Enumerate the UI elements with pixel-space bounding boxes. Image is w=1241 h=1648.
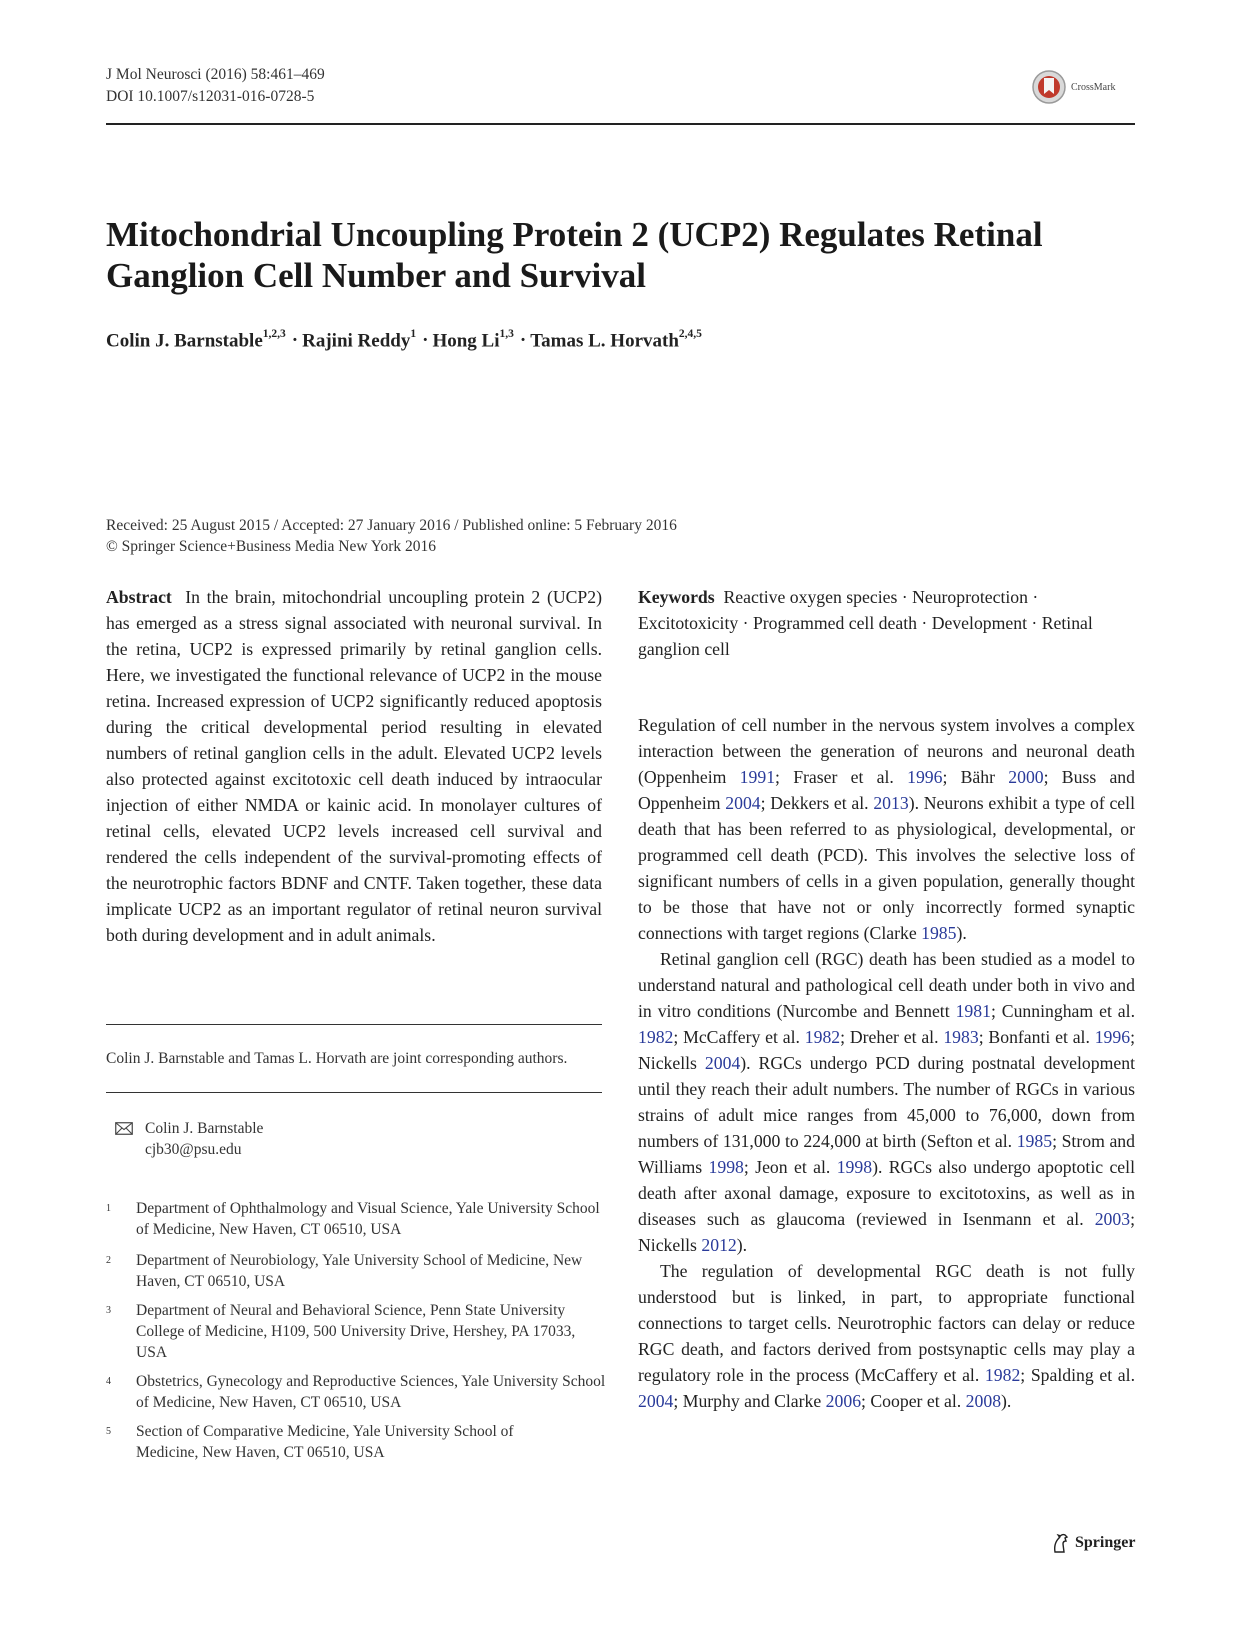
reference-link[interactable]: 1998 bbox=[836, 1157, 873, 1177]
affiliation-number: 1 bbox=[106, 1203, 111, 1214]
body-text-run: ; Fraser et al. bbox=[775, 767, 908, 787]
reference-link[interactable]: 1982 bbox=[804, 1027, 841, 1047]
body-text-run: ; McCaffery et al. bbox=[673, 1027, 805, 1047]
note-rule-bottom bbox=[106, 1092, 602, 1093]
header-rule bbox=[106, 123, 1135, 125]
history-dates: Received: 25 August 2015 / Accepted: 27 January 2016 / Published online: 5 February 2016 bbox=[106, 517, 677, 534]
reference-link[interactable]: 1998 bbox=[708, 1157, 744, 1177]
contact-name: Colin J. Barnstable bbox=[145, 1120, 264, 1137]
crossmark-icon bbox=[1031, 69, 1067, 105]
affiliation-text: Department of Ophthalmology and Visual Science, Yale University School of Medicine, New Haven, CT 06510, USA bbox=[136, 1200, 600, 1238]
author-name[interactable]: Hong Li bbox=[432, 330, 500, 352]
crossmark-label: CrossMark bbox=[1071, 81, 1116, 93]
body-text bbox=[638, 712, 1135, 1414]
body-text-run: ; Nickells bbox=[638, 1209, 1135, 1255]
reference-link[interactable]: 1985 bbox=[1016, 1131, 1053, 1151]
contact-block bbox=[115, 1118, 263, 1160]
body-text-run: ). Neurons exhibit a type of cell death that has been referred to as physiological, developmental, or programmed cell death (PCD). This involves the selective loss of significant numbers of cells in a given population, generally thought to be those that have not or only incorrectly formed synaptic connections with target regions (Clarke bbox=[638, 793, 1135, 943]
author-separator: · bbox=[422, 330, 429, 352]
reference-link[interactable]: 2004 bbox=[704, 1053, 741, 1073]
reference-link[interactable]: 1982 bbox=[984, 1365, 1021, 1385]
body-text-run: ; Nickells bbox=[638, 1027, 1135, 1073]
affiliation-number: 4 bbox=[106, 1376, 111, 1387]
author-separator: · bbox=[291, 330, 299, 352]
journal-line: J Mol Neurosci (2016) 58:461–469 bbox=[106, 66, 325, 83]
reference-link[interactable]: 1996 bbox=[907, 767, 943, 787]
reference-link[interactable]: 1991 bbox=[739, 767, 776, 787]
author-affiliation-mark: 1,3 bbox=[499, 328, 514, 340]
affiliation bbox=[106, 1371, 606, 1413]
affiliation bbox=[106, 1421, 606, 1463]
abstract-text: In the brain, mitochondrial uncoupling protein 2 (UCP2) has emerged as a stress signal associated with neuronal survival. In the retina, UCP2 is expressed primarily by retinal ganglion cells. Here, we investigated the functional relevance of UCP2 in the mouse retina. Increased expression of UCP2 significantly reduced apoptosis during the critical developmental period resulting in elevated numbers of retinal ganglion cells in the adult. Elevated UCP2 levels also protected against excitotoxic cell death induced by intraocular injection of either NMDA or kainic acid. In monolayer cultures of retinal cells, elevated UCP2 levels increased cell survival and rendered the cells independent of the survival-promoting effects of the neurotrophic factors BDNF and CNTF. Taken together, these data implicate UCP2 as an important regulator of retinal neuron survival both during development and in adult animals. bbox=[106, 587, 602, 945]
body-paragraph bbox=[638, 712, 1135, 946]
affiliation-number: 3 bbox=[106, 1305, 111, 1316]
doi-line[interactable]: DOI 10.1007/s12031-016-0728-5 bbox=[106, 88, 315, 105]
body-text-run: ; Cooper et al. bbox=[861, 1391, 966, 1411]
body-text-run: ; Bähr bbox=[942, 767, 1009, 787]
reference-link[interactable]: 2003 bbox=[1094, 1209, 1131, 1229]
journal-citation bbox=[106, 64, 325, 108]
contact-email[interactable]: cjb30@psu.edu bbox=[145, 1141, 242, 1158]
affiliation-text: Section of Comparative Medicine, Yale University School of Medicine, New Haven, CT 06510, USA bbox=[136, 1423, 514, 1461]
affiliation-text: Department of Neural and Behavioral Science, Penn State University College of Medicine, H109, 500 University Drive, Hershey, PA 17033, USA bbox=[136, 1302, 576, 1361]
body-text-run: ; Buss and Oppenheim bbox=[638, 767, 1135, 813]
reference-link[interactable]: 2000 bbox=[1008, 767, 1044, 787]
publisher-name: Springer bbox=[1075, 1534, 1136, 1551]
reference-link[interactable]: 1985 bbox=[921, 923, 957, 943]
affiliation-text: Department of Neurobiology, Yale University School of Medicine, New Haven, CT 06510, USA bbox=[136, 1252, 583, 1290]
author-list bbox=[106, 330, 702, 352]
reference-link[interactable]: 1996 bbox=[1094, 1027, 1131, 1047]
body-text-run: ). RGCs undergo PCD during postnatal development until they reach their adult numbers. The number of RGCs in various strains of adult mice ranges from 45,000 to 76,000, down from numbers of 131,000 to 224,000 at birth (Sefton et al. bbox=[638, 1053, 1135, 1151]
keywords-label: Keywords bbox=[638, 587, 715, 607]
body-paragraph bbox=[638, 1258, 1135, 1414]
reference-link[interactable]: 2006 bbox=[825, 1391, 862, 1411]
body-text-run: Regulation of cell number in the nervous system involves a complex interaction between the generation of neurons and neuronal death (Oppenheim bbox=[638, 715, 1135, 787]
abstract-label: Abstract bbox=[106, 587, 172, 607]
reference-link[interactable]: 1983 bbox=[943, 1027, 979, 1047]
body-text-run: ). RGCs also undergo apoptotic cell death after axonal damage, exposure to excitotoxins, as well as in diseases such as glaucoma (reviewed in Isenmann et al. bbox=[638, 1157, 1135, 1229]
keywords bbox=[638, 584, 1135, 662]
body-text-run: ). bbox=[736, 1235, 748, 1255]
copyright-line: © Springer Science+Business Media New York 2016 bbox=[106, 538, 437, 555]
article-title: Mitochondrial Uncoupling Protein 2 (UCP2) Regulates Retinal Ganglion Cell Number and Survival bbox=[106, 215, 1043, 295]
body-text-run: ; Cunningham et al. bbox=[990, 1001, 1135, 1021]
corresponding-note: Colin J. Barnstable and Tamas L. Horvath are joint corresponding authors. bbox=[106, 1050, 568, 1067]
author-affiliation-mark: 1,2,3 bbox=[262, 328, 286, 340]
reference-link[interactable]: 2004 bbox=[638, 1391, 674, 1411]
envelope-icon bbox=[115, 1122, 133, 1135]
reference-link[interactable]: 1982 bbox=[638, 1027, 674, 1047]
body-text-run: ; Strom and Williams bbox=[638, 1131, 1135, 1177]
body-text-run: ; Bonfanti et al. bbox=[978, 1027, 1095, 1047]
author-name[interactable]: Tamas L. Horvath bbox=[530, 330, 679, 352]
body-text-run: The regulation of developmental RGC death is not fully understood but is linked, in part, to appropriate functional connections to target cells. Neurotrophic factors can delay or reduce RGC death, and factors derived from postsynaptic cells may play a regulatory role in the process (McCaffery et al. bbox=[638, 1261, 1135, 1385]
body-text-run: ; Dreher et al. bbox=[840, 1027, 944, 1047]
reference-link[interactable]: 1981 bbox=[955, 1001, 991, 1021]
author-affiliation-mark: 1 bbox=[410, 328, 417, 340]
affiliation-text: Obstetrics, Gynecology and Reproductive Sciences, Yale University School of Medicine, New Haven, CT 06510, USA bbox=[136, 1373, 606, 1411]
body-text-run: ; Jeon et al. bbox=[743, 1157, 837, 1177]
note-rule-top bbox=[106, 1024, 602, 1025]
affiliation bbox=[106, 1198, 606, 1240]
author-separator: · bbox=[519, 330, 527, 352]
abstract bbox=[106, 584, 602, 948]
reference-link[interactable]: 2012 bbox=[701, 1235, 737, 1255]
body-text-run: ). bbox=[1001, 1391, 1012, 1411]
author-affiliation-mark: 2,4,5 bbox=[678, 328, 702, 340]
crossmark-badge[interactable] bbox=[1031, 68, 1143, 106]
body-text-run: ). bbox=[956, 923, 967, 943]
body-text-run: ; Spalding et al. bbox=[1020, 1365, 1135, 1385]
publisher-logo bbox=[1051, 1532, 1135, 1554]
article-history bbox=[106, 515, 677, 557]
body-text-run: Retinal ganglion cell (RGC) death has been studied as a model to understand natural and pathological cell death under both in vivo and in vitro conditions (Nurcombe and Bennett bbox=[638, 949, 1135, 1021]
reference-link[interactable]: 2013 bbox=[873, 793, 909, 813]
reference-link[interactable]: 2004 bbox=[725, 793, 761, 813]
affiliation-number: 2 bbox=[106, 1255, 111, 1266]
body-paragraph bbox=[638, 946, 1135, 1258]
body-text-run: ; Dekkers et al. bbox=[760, 793, 874, 813]
author-name[interactable]: Colin J. Barnstable bbox=[106, 330, 263, 352]
body-text-run: ; Murphy and Clarke bbox=[673, 1391, 826, 1411]
author-name[interactable]: Rajini Reddy bbox=[302, 330, 411, 352]
springer-horse-icon bbox=[1051, 1532, 1071, 1554]
affiliation bbox=[106, 1250, 606, 1292]
affiliation bbox=[106, 1300, 606, 1363]
keywords-text: Reactive oxygen species · Neuroprotection · Excitotoxicity · Programmed cell death · Development · Retinal ganglion cell bbox=[638, 587, 1093, 659]
reference-link[interactable]: 2008 bbox=[965, 1391, 1002, 1411]
affiliation-number: 5 bbox=[106, 1426, 111, 1437]
